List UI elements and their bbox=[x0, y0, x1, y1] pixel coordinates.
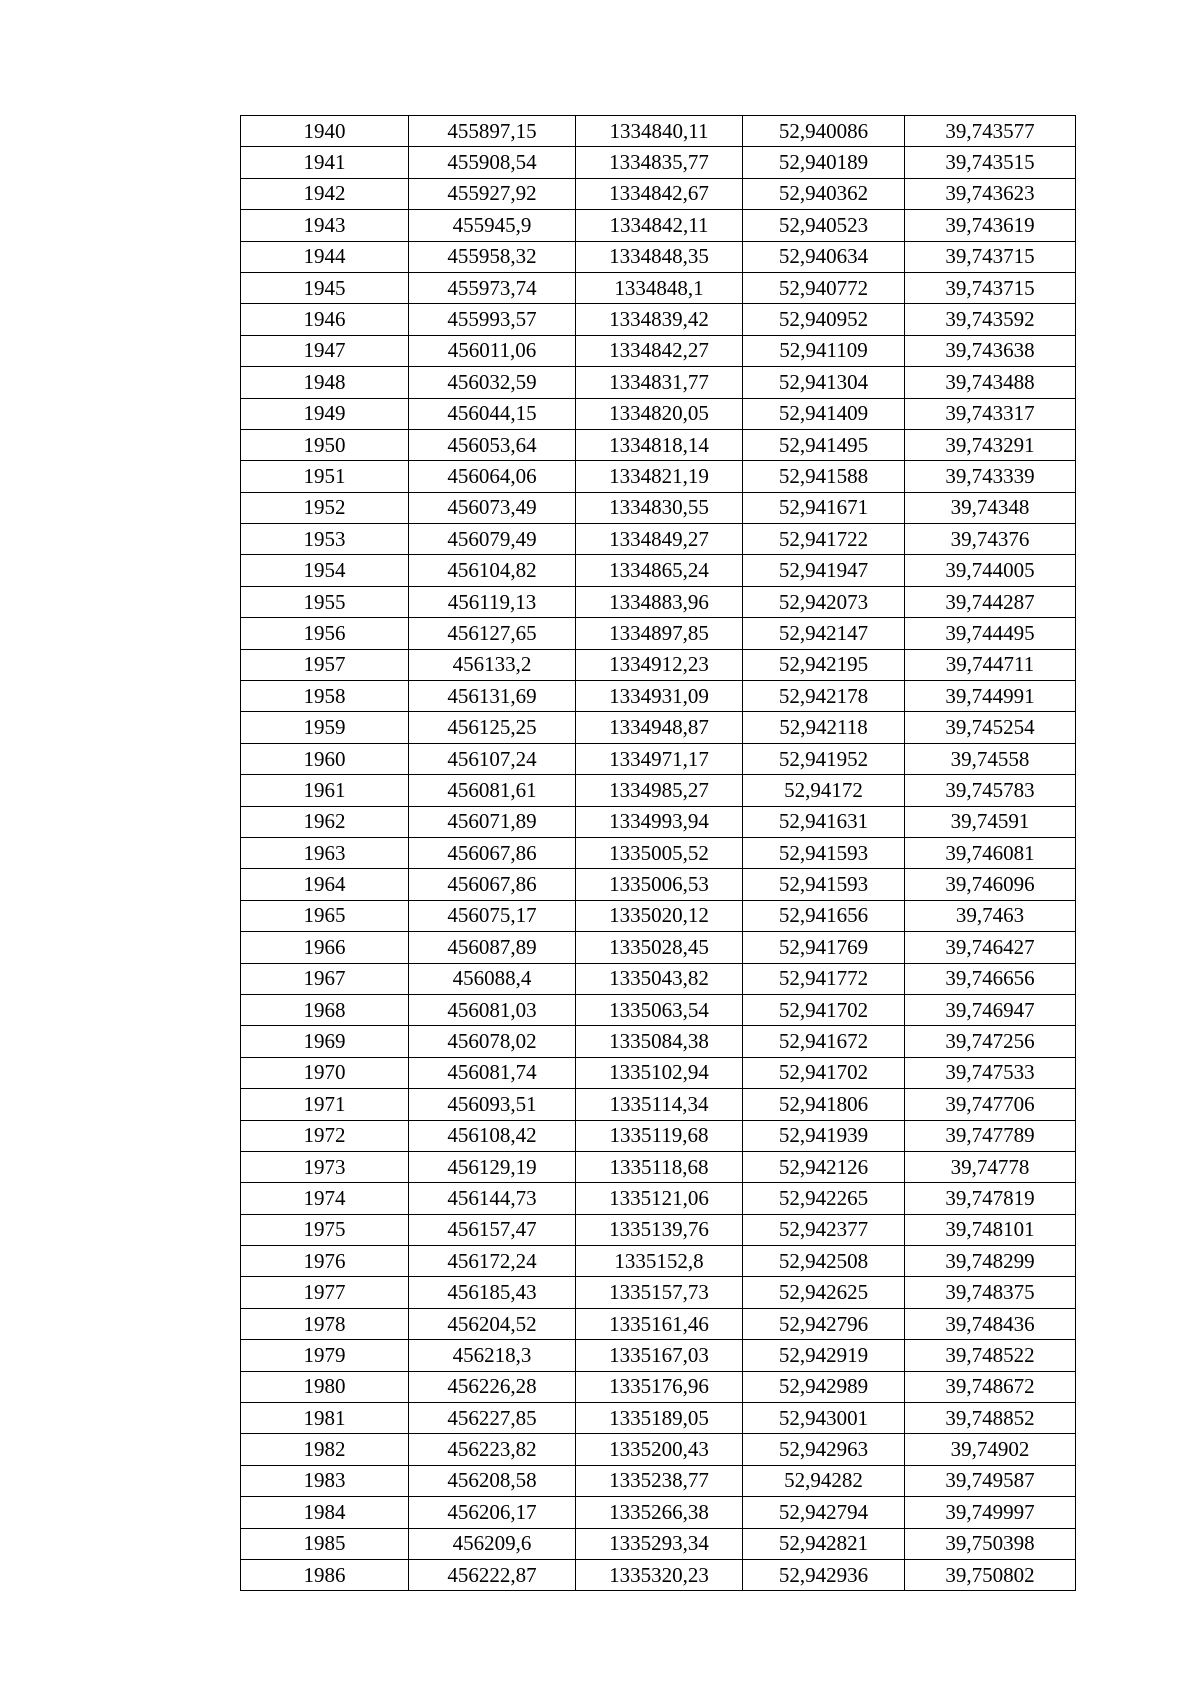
latitude-cell: 52,941109 bbox=[743, 335, 905, 366]
latitude-cell: 52,942195 bbox=[743, 649, 905, 680]
table-row bbox=[241, 335, 1076, 366]
table-row bbox=[241, 1403, 1076, 1434]
longitude-cell: 39,74558 bbox=[905, 743, 1076, 774]
table-row bbox=[241, 1120, 1076, 1151]
y-coordinate-cell: 1334821,19 bbox=[576, 461, 743, 492]
longitude-cell: 39,743291 bbox=[905, 429, 1076, 460]
point-number-cell: 1950 bbox=[241, 429, 409, 460]
longitude-cell: 39,747256 bbox=[905, 1026, 1076, 1057]
point-number-cell: 1964 bbox=[241, 869, 409, 900]
latitude-cell: 52,940362 bbox=[743, 178, 905, 209]
x-coordinate-cell: 456081,74 bbox=[409, 1057, 576, 1088]
latitude-cell: 52,941772 bbox=[743, 963, 905, 994]
longitude-cell: 39,743619 bbox=[905, 210, 1076, 241]
point-number-cell: 1961 bbox=[241, 775, 409, 806]
y-coordinate-cell: 1334842,11 bbox=[576, 210, 743, 241]
point-number-cell: 1965 bbox=[241, 900, 409, 931]
point-number-cell: 1959 bbox=[241, 712, 409, 743]
latitude-cell: 52,943001 bbox=[743, 1403, 905, 1434]
table-row bbox=[241, 1183, 1076, 1214]
latitude-cell: 52,940189 bbox=[743, 147, 905, 178]
y-coordinate-cell: 1334865,24 bbox=[576, 555, 743, 586]
point-number-cell: 1977 bbox=[241, 1277, 409, 1308]
point-number-cell: 1955 bbox=[241, 586, 409, 617]
y-coordinate-cell: 1334848,35 bbox=[576, 241, 743, 272]
longitude-cell: 39,74348 bbox=[905, 492, 1076, 523]
table-row bbox=[241, 210, 1076, 241]
y-coordinate-cell: 1335118,68 bbox=[576, 1151, 743, 1182]
table-row bbox=[241, 994, 1076, 1025]
table-row bbox=[241, 743, 1076, 774]
table-row bbox=[241, 1277, 1076, 1308]
point-number-cell: 1978 bbox=[241, 1308, 409, 1339]
table-row bbox=[241, 1497, 1076, 1528]
y-coordinate-cell: 1335266,38 bbox=[576, 1497, 743, 1528]
latitude-cell: 52,940772 bbox=[743, 272, 905, 303]
y-coordinate-cell: 1334840,11 bbox=[576, 116, 743, 147]
y-coordinate-cell: 1334842,67 bbox=[576, 178, 743, 209]
longitude-cell: 39,743715 bbox=[905, 241, 1076, 272]
x-coordinate-cell: 456104,82 bbox=[409, 555, 576, 586]
table-row bbox=[241, 900, 1076, 931]
latitude-cell: 52,941495 bbox=[743, 429, 905, 460]
y-coordinate-cell: 1335006,53 bbox=[576, 869, 743, 900]
x-coordinate-cell: 456206,17 bbox=[409, 1497, 576, 1528]
table-row bbox=[241, 555, 1076, 586]
x-coordinate-cell: 456075,17 bbox=[409, 900, 576, 931]
table-row bbox=[241, 1465, 1076, 1496]
latitude-cell: 52,942963 bbox=[743, 1434, 905, 1465]
table-row bbox=[241, 178, 1076, 209]
y-coordinate-cell: 1335005,52 bbox=[576, 837, 743, 868]
latitude-cell: 52,941952 bbox=[743, 743, 905, 774]
longitude-cell: 39,746656 bbox=[905, 963, 1076, 994]
y-coordinate-cell: 1335189,05 bbox=[576, 1403, 743, 1434]
point-number-cell: 1958 bbox=[241, 681, 409, 712]
table-row bbox=[241, 241, 1076, 272]
longitude-cell: 39,743592 bbox=[905, 304, 1076, 335]
point-number-cell: 1967 bbox=[241, 963, 409, 994]
point-number-cell: 1954 bbox=[241, 555, 409, 586]
longitude-cell: 39,743515 bbox=[905, 147, 1076, 178]
table-row bbox=[241, 649, 1076, 680]
point-number-cell: 1948 bbox=[241, 367, 409, 398]
point-number-cell: 1973 bbox=[241, 1151, 409, 1182]
point-number-cell: 1946 bbox=[241, 304, 409, 335]
x-coordinate-cell: 456157,47 bbox=[409, 1214, 576, 1245]
table-row bbox=[241, 1308, 1076, 1339]
table-row bbox=[241, 272, 1076, 303]
latitude-cell: 52,942073 bbox=[743, 586, 905, 617]
latitude-cell: 52,941593 bbox=[743, 837, 905, 868]
latitude-cell: 52,941593 bbox=[743, 869, 905, 900]
longitude-cell: 39,748852 bbox=[905, 1403, 1076, 1434]
longitude-cell: 39,743638 bbox=[905, 335, 1076, 366]
latitude-cell: 52,941939 bbox=[743, 1120, 905, 1151]
longitude-cell: 39,743715 bbox=[905, 272, 1076, 303]
y-coordinate-cell: 1335161,46 bbox=[576, 1308, 743, 1339]
x-coordinate-cell: 456129,19 bbox=[409, 1151, 576, 1182]
x-coordinate-cell: 456119,13 bbox=[409, 586, 576, 617]
table-row bbox=[241, 932, 1076, 963]
latitude-cell: 52,940086 bbox=[743, 116, 905, 147]
point-number-cell: 1982 bbox=[241, 1434, 409, 1465]
x-coordinate-cell: 456144,73 bbox=[409, 1183, 576, 1214]
latitude-cell: 52,941671 bbox=[743, 492, 905, 523]
y-coordinate-cell: 1335238,77 bbox=[576, 1465, 743, 1496]
x-coordinate-cell: 456093,51 bbox=[409, 1089, 576, 1120]
latitude-cell: 52,942147 bbox=[743, 618, 905, 649]
y-coordinate-cell: 1335084,38 bbox=[576, 1026, 743, 1057]
x-coordinate-cell: 456107,24 bbox=[409, 743, 576, 774]
point-number-cell: 1979 bbox=[241, 1340, 409, 1371]
table-row bbox=[241, 963, 1076, 994]
y-coordinate-cell: 1335167,03 bbox=[576, 1340, 743, 1371]
coordinates-table bbox=[240, 115, 1076, 1591]
table-row bbox=[241, 398, 1076, 429]
table-row bbox=[241, 869, 1076, 900]
point-number-cell: 1952 bbox=[241, 492, 409, 523]
table-row bbox=[241, 1089, 1076, 1120]
table-row bbox=[241, 304, 1076, 335]
longitude-cell: 39,748101 bbox=[905, 1214, 1076, 1245]
latitude-cell: 52,942625 bbox=[743, 1277, 905, 1308]
table-row bbox=[241, 1559, 1076, 1590]
latitude-cell: 52,940952 bbox=[743, 304, 905, 335]
x-coordinate-cell: 456133,2 bbox=[409, 649, 576, 680]
longitude-cell: 39,74376 bbox=[905, 524, 1076, 555]
point-number-cell: 1971 bbox=[241, 1089, 409, 1120]
latitude-cell: 52,942794 bbox=[743, 1497, 905, 1528]
y-coordinate-cell: 1335293,34 bbox=[576, 1528, 743, 1559]
x-coordinate-cell: 456081,03 bbox=[409, 994, 576, 1025]
x-coordinate-cell: 455897,15 bbox=[409, 116, 576, 147]
y-coordinate-cell: 1335114,34 bbox=[576, 1089, 743, 1120]
y-coordinate-cell: 1334931,09 bbox=[576, 681, 743, 712]
point-number-cell: 1969 bbox=[241, 1026, 409, 1057]
longitude-cell: 39,743623 bbox=[905, 178, 1076, 209]
longitude-cell: 39,745783 bbox=[905, 775, 1076, 806]
table-row bbox=[241, 1246, 1076, 1277]
table-row bbox=[241, 586, 1076, 617]
table-row bbox=[241, 147, 1076, 178]
x-coordinate-cell: 455945,9 bbox=[409, 210, 576, 241]
x-coordinate-cell: 456079,49 bbox=[409, 524, 576, 555]
point-number-cell: 1949 bbox=[241, 398, 409, 429]
longitude-cell: 39,750802 bbox=[905, 1559, 1076, 1590]
y-coordinate-cell: 1334818,14 bbox=[576, 429, 743, 460]
table-row bbox=[241, 775, 1076, 806]
x-coordinate-cell: 456108,42 bbox=[409, 1120, 576, 1151]
y-coordinate-cell: 1335043,82 bbox=[576, 963, 743, 994]
point-number-cell: 1976 bbox=[241, 1246, 409, 1277]
x-coordinate-cell: 456125,25 bbox=[409, 712, 576, 743]
x-coordinate-cell: 455908,54 bbox=[409, 147, 576, 178]
latitude-cell: 52,941947 bbox=[743, 555, 905, 586]
latitude-cell: 52,942265 bbox=[743, 1183, 905, 1214]
longitude-cell: 39,743488 bbox=[905, 367, 1076, 398]
point-number-cell: 1963 bbox=[241, 837, 409, 868]
y-coordinate-cell: 1335119,68 bbox=[576, 1120, 743, 1151]
point-number-cell: 1983 bbox=[241, 1465, 409, 1496]
longitude-cell: 39,743317 bbox=[905, 398, 1076, 429]
table-row bbox=[241, 367, 1076, 398]
point-number-cell: 1943 bbox=[241, 210, 409, 241]
longitude-cell: 39,743339 bbox=[905, 461, 1076, 492]
y-coordinate-cell: 1334883,96 bbox=[576, 586, 743, 617]
x-coordinate-cell: 456044,15 bbox=[409, 398, 576, 429]
y-coordinate-cell: 1334835,77 bbox=[576, 147, 743, 178]
point-number-cell: 1947 bbox=[241, 335, 409, 366]
longitude-cell: 39,7463 bbox=[905, 900, 1076, 931]
x-coordinate-cell: 456067,86 bbox=[409, 837, 576, 868]
latitude-cell: 52,942989 bbox=[743, 1371, 905, 1402]
longitude-cell: 39,744711 bbox=[905, 649, 1076, 680]
latitude-cell: 52,941656 bbox=[743, 900, 905, 931]
x-coordinate-cell: 456208,58 bbox=[409, 1465, 576, 1496]
point-number-cell: 1945 bbox=[241, 272, 409, 303]
longitude-cell: 39,749587 bbox=[905, 1465, 1076, 1496]
latitude-cell: 52,942936 bbox=[743, 1559, 905, 1590]
x-coordinate-cell: 456127,65 bbox=[409, 618, 576, 649]
y-coordinate-cell: 1334849,27 bbox=[576, 524, 743, 555]
latitude-cell: 52,942178 bbox=[743, 681, 905, 712]
point-number-cell: 1953 bbox=[241, 524, 409, 555]
longitude-cell: 39,746427 bbox=[905, 932, 1076, 963]
point-number-cell: 1956 bbox=[241, 618, 409, 649]
longitude-cell: 39,748522 bbox=[905, 1340, 1076, 1371]
coordinates-table-body bbox=[241, 116, 1076, 1591]
latitude-cell: 52,942919 bbox=[743, 1340, 905, 1371]
longitude-cell: 39,746081 bbox=[905, 837, 1076, 868]
point-number-cell: 1960 bbox=[241, 743, 409, 774]
y-coordinate-cell: 1335121,06 bbox=[576, 1183, 743, 1214]
point-number-cell: 1985 bbox=[241, 1528, 409, 1559]
y-coordinate-cell: 1334985,27 bbox=[576, 775, 743, 806]
longitude-cell: 39,746096 bbox=[905, 869, 1076, 900]
latitude-cell: 52,941702 bbox=[743, 994, 905, 1025]
table-row bbox=[241, 618, 1076, 649]
x-coordinate-cell: 456223,82 bbox=[409, 1434, 576, 1465]
point-number-cell: 1972 bbox=[241, 1120, 409, 1151]
longitude-cell: 39,747789 bbox=[905, 1120, 1076, 1151]
x-coordinate-cell: 456227,85 bbox=[409, 1403, 576, 1434]
table-row bbox=[241, 1528, 1076, 1559]
latitude-cell: 52,94172 bbox=[743, 775, 905, 806]
table-row bbox=[241, 429, 1076, 460]
point-number-cell: 1941 bbox=[241, 147, 409, 178]
table-row bbox=[241, 492, 1076, 523]
y-coordinate-cell: 1335028,45 bbox=[576, 932, 743, 963]
table-row bbox=[241, 837, 1076, 868]
y-coordinate-cell: 1335157,73 bbox=[576, 1277, 743, 1308]
y-coordinate-cell: 1335152,8 bbox=[576, 1246, 743, 1277]
y-coordinate-cell: 1334820,05 bbox=[576, 398, 743, 429]
latitude-cell: 52,942796 bbox=[743, 1308, 905, 1339]
point-number-cell: 1940 bbox=[241, 116, 409, 147]
table-row bbox=[241, 116, 1076, 147]
x-coordinate-cell: 456087,89 bbox=[409, 932, 576, 963]
x-coordinate-cell: 456226,28 bbox=[409, 1371, 576, 1402]
longitude-cell: 39,747533 bbox=[905, 1057, 1076, 1088]
x-coordinate-cell: 456185,43 bbox=[409, 1277, 576, 1308]
y-coordinate-cell: 1334831,77 bbox=[576, 367, 743, 398]
y-coordinate-cell: 1334839,42 bbox=[576, 304, 743, 335]
point-number-cell: 1974 bbox=[241, 1183, 409, 1214]
x-coordinate-cell: 456131,69 bbox=[409, 681, 576, 712]
point-number-cell: 1968 bbox=[241, 994, 409, 1025]
y-coordinate-cell: 1335139,76 bbox=[576, 1214, 743, 1245]
x-coordinate-cell: 456067,86 bbox=[409, 869, 576, 900]
y-coordinate-cell: 1334842,27 bbox=[576, 335, 743, 366]
latitude-cell: 52,940634 bbox=[743, 241, 905, 272]
longitude-cell: 39,744287 bbox=[905, 586, 1076, 617]
point-number-cell: 1942 bbox=[241, 178, 409, 209]
x-coordinate-cell: 456218,3 bbox=[409, 1340, 576, 1371]
x-coordinate-cell: 456204,52 bbox=[409, 1308, 576, 1339]
point-number-cell: 1984 bbox=[241, 1497, 409, 1528]
longitude-cell: 39,747819 bbox=[905, 1183, 1076, 1214]
x-coordinate-cell: 455973,74 bbox=[409, 272, 576, 303]
latitude-cell: 52,941409 bbox=[743, 398, 905, 429]
table-row bbox=[241, 1151, 1076, 1182]
latitude-cell: 52,941806 bbox=[743, 1089, 905, 1120]
latitude-cell: 52,94282 bbox=[743, 1465, 905, 1496]
y-coordinate-cell: 1334993,94 bbox=[576, 806, 743, 837]
point-number-cell: 1957 bbox=[241, 649, 409, 680]
table-row bbox=[241, 1214, 1076, 1245]
point-number-cell: 1962 bbox=[241, 806, 409, 837]
x-coordinate-cell: 455993,57 bbox=[409, 304, 576, 335]
y-coordinate-cell: 1335320,23 bbox=[576, 1559, 743, 1590]
table-row bbox=[241, 1434, 1076, 1465]
longitude-cell: 39,748299 bbox=[905, 1246, 1076, 1277]
table-row bbox=[241, 461, 1076, 492]
point-number-cell: 1986 bbox=[241, 1559, 409, 1590]
longitude-cell: 39,744005 bbox=[905, 555, 1076, 586]
longitude-cell: 39,748436 bbox=[905, 1308, 1076, 1339]
longitude-cell: 39,748672 bbox=[905, 1371, 1076, 1402]
y-coordinate-cell: 1334830,55 bbox=[576, 492, 743, 523]
longitude-cell: 39,745254 bbox=[905, 712, 1076, 743]
latitude-cell: 52,941304 bbox=[743, 367, 905, 398]
x-coordinate-cell: 456172,24 bbox=[409, 1246, 576, 1277]
longitude-cell: 39,744495 bbox=[905, 618, 1076, 649]
latitude-cell: 52,942126 bbox=[743, 1151, 905, 1182]
latitude-cell: 52,941672 bbox=[743, 1026, 905, 1057]
latitude-cell: 52,941769 bbox=[743, 932, 905, 963]
longitude-cell: 39,749997 bbox=[905, 1497, 1076, 1528]
y-coordinate-cell: 1334848,1 bbox=[576, 272, 743, 303]
y-coordinate-cell: 1334948,87 bbox=[576, 712, 743, 743]
x-coordinate-cell: 456222,87 bbox=[409, 1559, 576, 1590]
y-coordinate-cell: 1335200,43 bbox=[576, 1434, 743, 1465]
longitude-cell: 39,747706 bbox=[905, 1089, 1076, 1120]
latitude-cell: 52,942508 bbox=[743, 1246, 905, 1277]
x-coordinate-cell: 456011,06 bbox=[409, 335, 576, 366]
longitude-cell: 39,746947 bbox=[905, 994, 1076, 1025]
x-coordinate-cell: 456081,61 bbox=[409, 775, 576, 806]
table-row bbox=[241, 1057, 1076, 1088]
y-coordinate-cell: 1335102,94 bbox=[576, 1057, 743, 1088]
latitude-cell: 52,941722 bbox=[743, 524, 905, 555]
x-coordinate-cell: 455958,32 bbox=[409, 241, 576, 272]
table-row bbox=[241, 1371, 1076, 1402]
x-coordinate-cell: 456053,64 bbox=[409, 429, 576, 460]
latitude-cell: 52,942821 bbox=[743, 1528, 905, 1559]
y-coordinate-cell: 1334897,85 bbox=[576, 618, 743, 649]
latitude-cell: 52,941588 bbox=[743, 461, 905, 492]
x-coordinate-cell: 456071,89 bbox=[409, 806, 576, 837]
x-coordinate-cell: 456088,4 bbox=[409, 963, 576, 994]
table-row bbox=[241, 712, 1076, 743]
y-coordinate-cell: 1334912,23 bbox=[576, 649, 743, 680]
longitude-cell: 39,744991 bbox=[905, 681, 1076, 712]
latitude-cell: 52,940523 bbox=[743, 210, 905, 241]
table-row bbox=[241, 681, 1076, 712]
x-coordinate-cell: 456064,06 bbox=[409, 461, 576, 492]
x-coordinate-cell: 455927,92 bbox=[409, 178, 576, 209]
table-row bbox=[241, 806, 1076, 837]
y-coordinate-cell: 1335020,12 bbox=[576, 900, 743, 931]
longitude-cell: 39,748375 bbox=[905, 1277, 1076, 1308]
x-coordinate-cell: 456073,49 bbox=[409, 492, 576, 523]
y-coordinate-cell: 1335176,96 bbox=[576, 1371, 743, 1402]
latitude-cell: 52,941702 bbox=[743, 1057, 905, 1088]
y-coordinate-cell: 1334971,17 bbox=[576, 743, 743, 774]
latitude-cell: 52,942377 bbox=[743, 1214, 905, 1245]
longitude-cell: 39,743577 bbox=[905, 116, 1076, 147]
point-number-cell: 1951 bbox=[241, 461, 409, 492]
longitude-cell: 39,74902 bbox=[905, 1434, 1076, 1465]
table-row bbox=[241, 1026, 1076, 1057]
point-number-cell: 1975 bbox=[241, 1214, 409, 1245]
x-coordinate-cell: 456078,02 bbox=[409, 1026, 576, 1057]
point-number-cell: 1980 bbox=[241, 1371, 409, 1402]
x-coordinate-cell: 456209,6 bbox=[409, 1528, 576, 1559]
longitude-cell: 39,74591 bbox=[905, 806, 1076, 837]
y-coordinate-cell: 1335063,54 bbox=[576, 994, 743, 1025]
point-number-cell: 1970 bbox=[241, 1057, 409, 1088]
point-number-cell: 1966 bbox=[241, 932, 409, 963]
x-coordinate-cell: 456032,59 bbox=[409, 367, 576, 398]
point-number-cell: 1981 bbox=[241, 1403, 409, 1434]
longitude-cell: 39,750398 bbox=[905, 1528, 1076, 1559]
latitude-cell: 52,942118 bbox=[743, 712, 905, 743]
point-number-cell: 1944 bbox=[241, 241, 409, 272]
table-row bbox=[241, 524, 1076, 555]
latitude-cell: 52,941631 bbox=[743, 806, 905, 837]
longitude-cell: 39,74778 bbox=[905, 1151, 1076, 1182]
table-row bbox=[241, 1340, 1076, 1371]
